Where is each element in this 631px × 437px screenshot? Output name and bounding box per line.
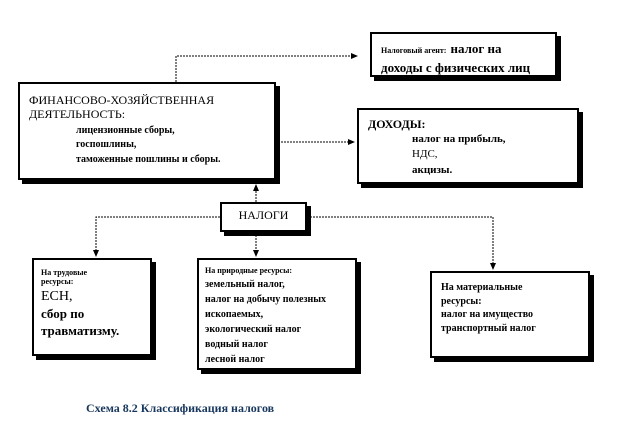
natural-item: водный налог bbox=[205, 339, 268, 351]
natural-item: налог на добычу полезных bbox=[205, 294, 327, 306]
tax-agent-prefix: Налоговый агент: bbox=[381, 46, 447, 55]
finance-title-1: ФИНАНСОВО-ХОЗЯЙСТВЕННАЯ bbox=[29, 93, 215, 107]
arrowhead-material bbox=[490, 263, 496, 270]
taxes-label: НАЛОГИ bbox=[238, 208, 289, 222]
material-resources-box bbox=[430, 271, 590, 358]
labor-item: ЕСН, bbox=[41, 289, 73, 305]
finance-activity-box bbox=[18, 82, 276, 180]
material-item: транспортный налог bbox=[441, 322, 536, 334]
labor-title-1: На трудовые bbox=[41, 268, 88, 277]
tax-agent-line-1 bbox=[381, 40, 555, 58]
material-title-1: На материальные bbox=[441, 282, 523, 293]
arrow-taxes-to-labor bbox=[96, 217, 220, 252]
finance-title-2: ДЕЯТЕЛЬНОСТЬ: bbox=[29, 106, 126, 121]
finance-item: лицензионные сборы, bbox=[76, 124, 175, 136]
natural-item: земельный налог, bbox=[205, 279, 285, 291]
arrowhead-labor bbox=[93, 250, 99, 257]
income-items bbox=[368, 132, 577, 178]
natural-resources-box bbox=[197, 258, 357, 370]
income-box bbox=[357, 108, 579, 184]
natural-item: лесной налог bbox=[205, 354, 265, 366]
income-item: НДС, bbox=[412, 148, 438, 161]
labor-resources-box bbox=[32, 258, 152, 356]
finance-item: таможенные пошлины и сборы. bbox=[76, 153, 221, 165]
tax-agent-line-2: доходы с физических лиц bbox=[381, 60, 531, 76]
labor-title-2: ресурсы: bbox=[41, 277, 74, 287]
income-title: ДОХОДЫ: bbox=[368, 117, 426, 131]
labor-item: травматизму. bbox=[41, 323, 120, 339]
labor-item: сбор по bbox=[41, 306, 85, 322]
natural-item: ископаемых, bbox=[205, 309, 264, 321]
taxes-box bbox=[220, 202, 307, 232]
material-item: налог на имущество bbox=[441, 309, 534, 320]
arrowhead-natural bbox=[253, 250, 259, 257]
arrowhead-agent bbox=[351, 53, 358, 59]
income-item: акцизы. bbox=[412, 163, 453, 176]
material-title-2: ресурсы: bbox=[441, 295, 482, 307]
diagram-caption: Схема 8.2 Классификация налогов bbox=[86, 401, 275, 415]
income-item: налог на прибыль, bbox=[412, 132, 506, 145]
tax-agent-box bbox=[370, 32, 557, 77]
arrowhead-finance bbox=[253, 184, 259, 191]
arrowhead-income bbox=[348, 139, 355, 145]
natural-item: экологический налог bbox=[205, 324, 302, 336]
finance-items bbox=[29, 124, 274, 168]
natural-title: На природные ресурсы: bbox=[205, 266, 293, 275]
finance-item: госпошлины, bbox=[76, 139, 137, 151]
arrow-finance-to-agent bbox=[176, 56, 353, 82]
tax-agent-title: налог на bbox=[450, 41, 502, 56]
